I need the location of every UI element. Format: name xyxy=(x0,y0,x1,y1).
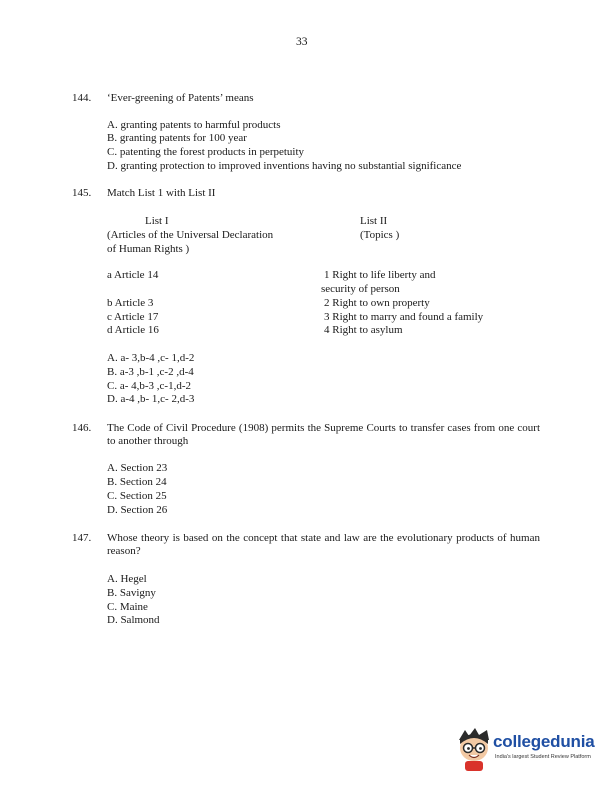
list2-item: security of person xyxy=(321,283,400,295)
question-number: 147. xyxy=(72,532,92,544)
question-text: Match List 1 with List II xyxy=(107,187,216,199)
option: A. Hegel xyxy=(107,573,147,585)
question-text: The Code of Civil Procedure (1908) permits the Supreme Courts to transfer cases from one court to another through xyxy=(107,422,540,447)
option: C. a- 4,b-3 ,c-1,d-2 xyxy=(107,380,192,392)
list1-item: d Article 16 xyxy=(107,324,159,336)
list2-item: 2 Right to own property xyxy=(324,297,430,309)
logo-name: collegedunia xyxy=(493,732,595,751)
list1-item: b Article 3 xyxy=(107,297,154,309)
option: D. Salmond xyxy=(107,614,160,626)
list1-item: c Article 17 xyxy=(107,311,159,323)
list1-subtitle: of Human Rights ) xyxy=(107,243,190,255)
list1-title: List I xyxy=(145,215,169,227)
list2-subtitle: (Topics ) xyxy=(360,229,400,241)
page-number: 33 xyxy=(296,36,308,48)
option: A. granting patents to harmful products xyxy=(107,119,281,131)
option: D. Section 26 xyxy=(107,504,168,516)
option: B. a-3 ,b-1 ,c-2 ,d-4 xyxy=(107,366,194,378)
list2-item: 3 Right to marry and found a family xyxy=(324,311,484,323)
option: B. Savigny xyxy=(107,587,156,599)
question-number: 146. xyxy=(72,422,92,434)
logo-tagline: India's largest Student Review Platform xyxy=(495,754,591,760)
mascot-icon xyxy=(455,726,495,772)
option: D. a-4 ,b- 1,c- 2,d-3 xyxy=(107,393,195,405)
list1-item: a Article 14 xyxy=(107,269,159,281)
question-text: Whose theory is based on the concept that state and law are the evolutionary products of human reason? xyxy=(107,532,540,557)
option: B. Section 24 xyxy=(107,476,167,488)
list1-subtitle: (Articles of the Universal Declaration xyxy=(107,229,274,241)
question-text: ‘Ever-greening of Patents’ means xyxy=(107,92,254,104)
collegedunia-logo xyxy=(455,724,605,774)
option: A. a- 3,b-4 ,c- 1,d-2 xyxy=(107,352,195,364)
option: C. Section 25 xyxy=(107,490,167,502)
option: C. patenting the forest products in perpetuity xyxy=(107,146,305,158)
option: B. granting patents for 100 year xyxy=(107,132,247,144)
list2-title: List II xyxy=(360,215,388,227)
question-number: 145. xyxy=(72,187,92,199)
list2-item: 1 Right to life liberty and xyxy=(324,269,436,281)
option: D. granting protection to improved inventions having no substantial significance xyxy=(107,160,462,172)
list2-item: 4 Right to asylum xyxy=(324,324,403,336)
question-number: 144. xyxy=(72,92,92,104)
option: A. Section 23 xyxy=(107,462,168,474)
option: C. Maine xyxy=(107,601,148,613)
